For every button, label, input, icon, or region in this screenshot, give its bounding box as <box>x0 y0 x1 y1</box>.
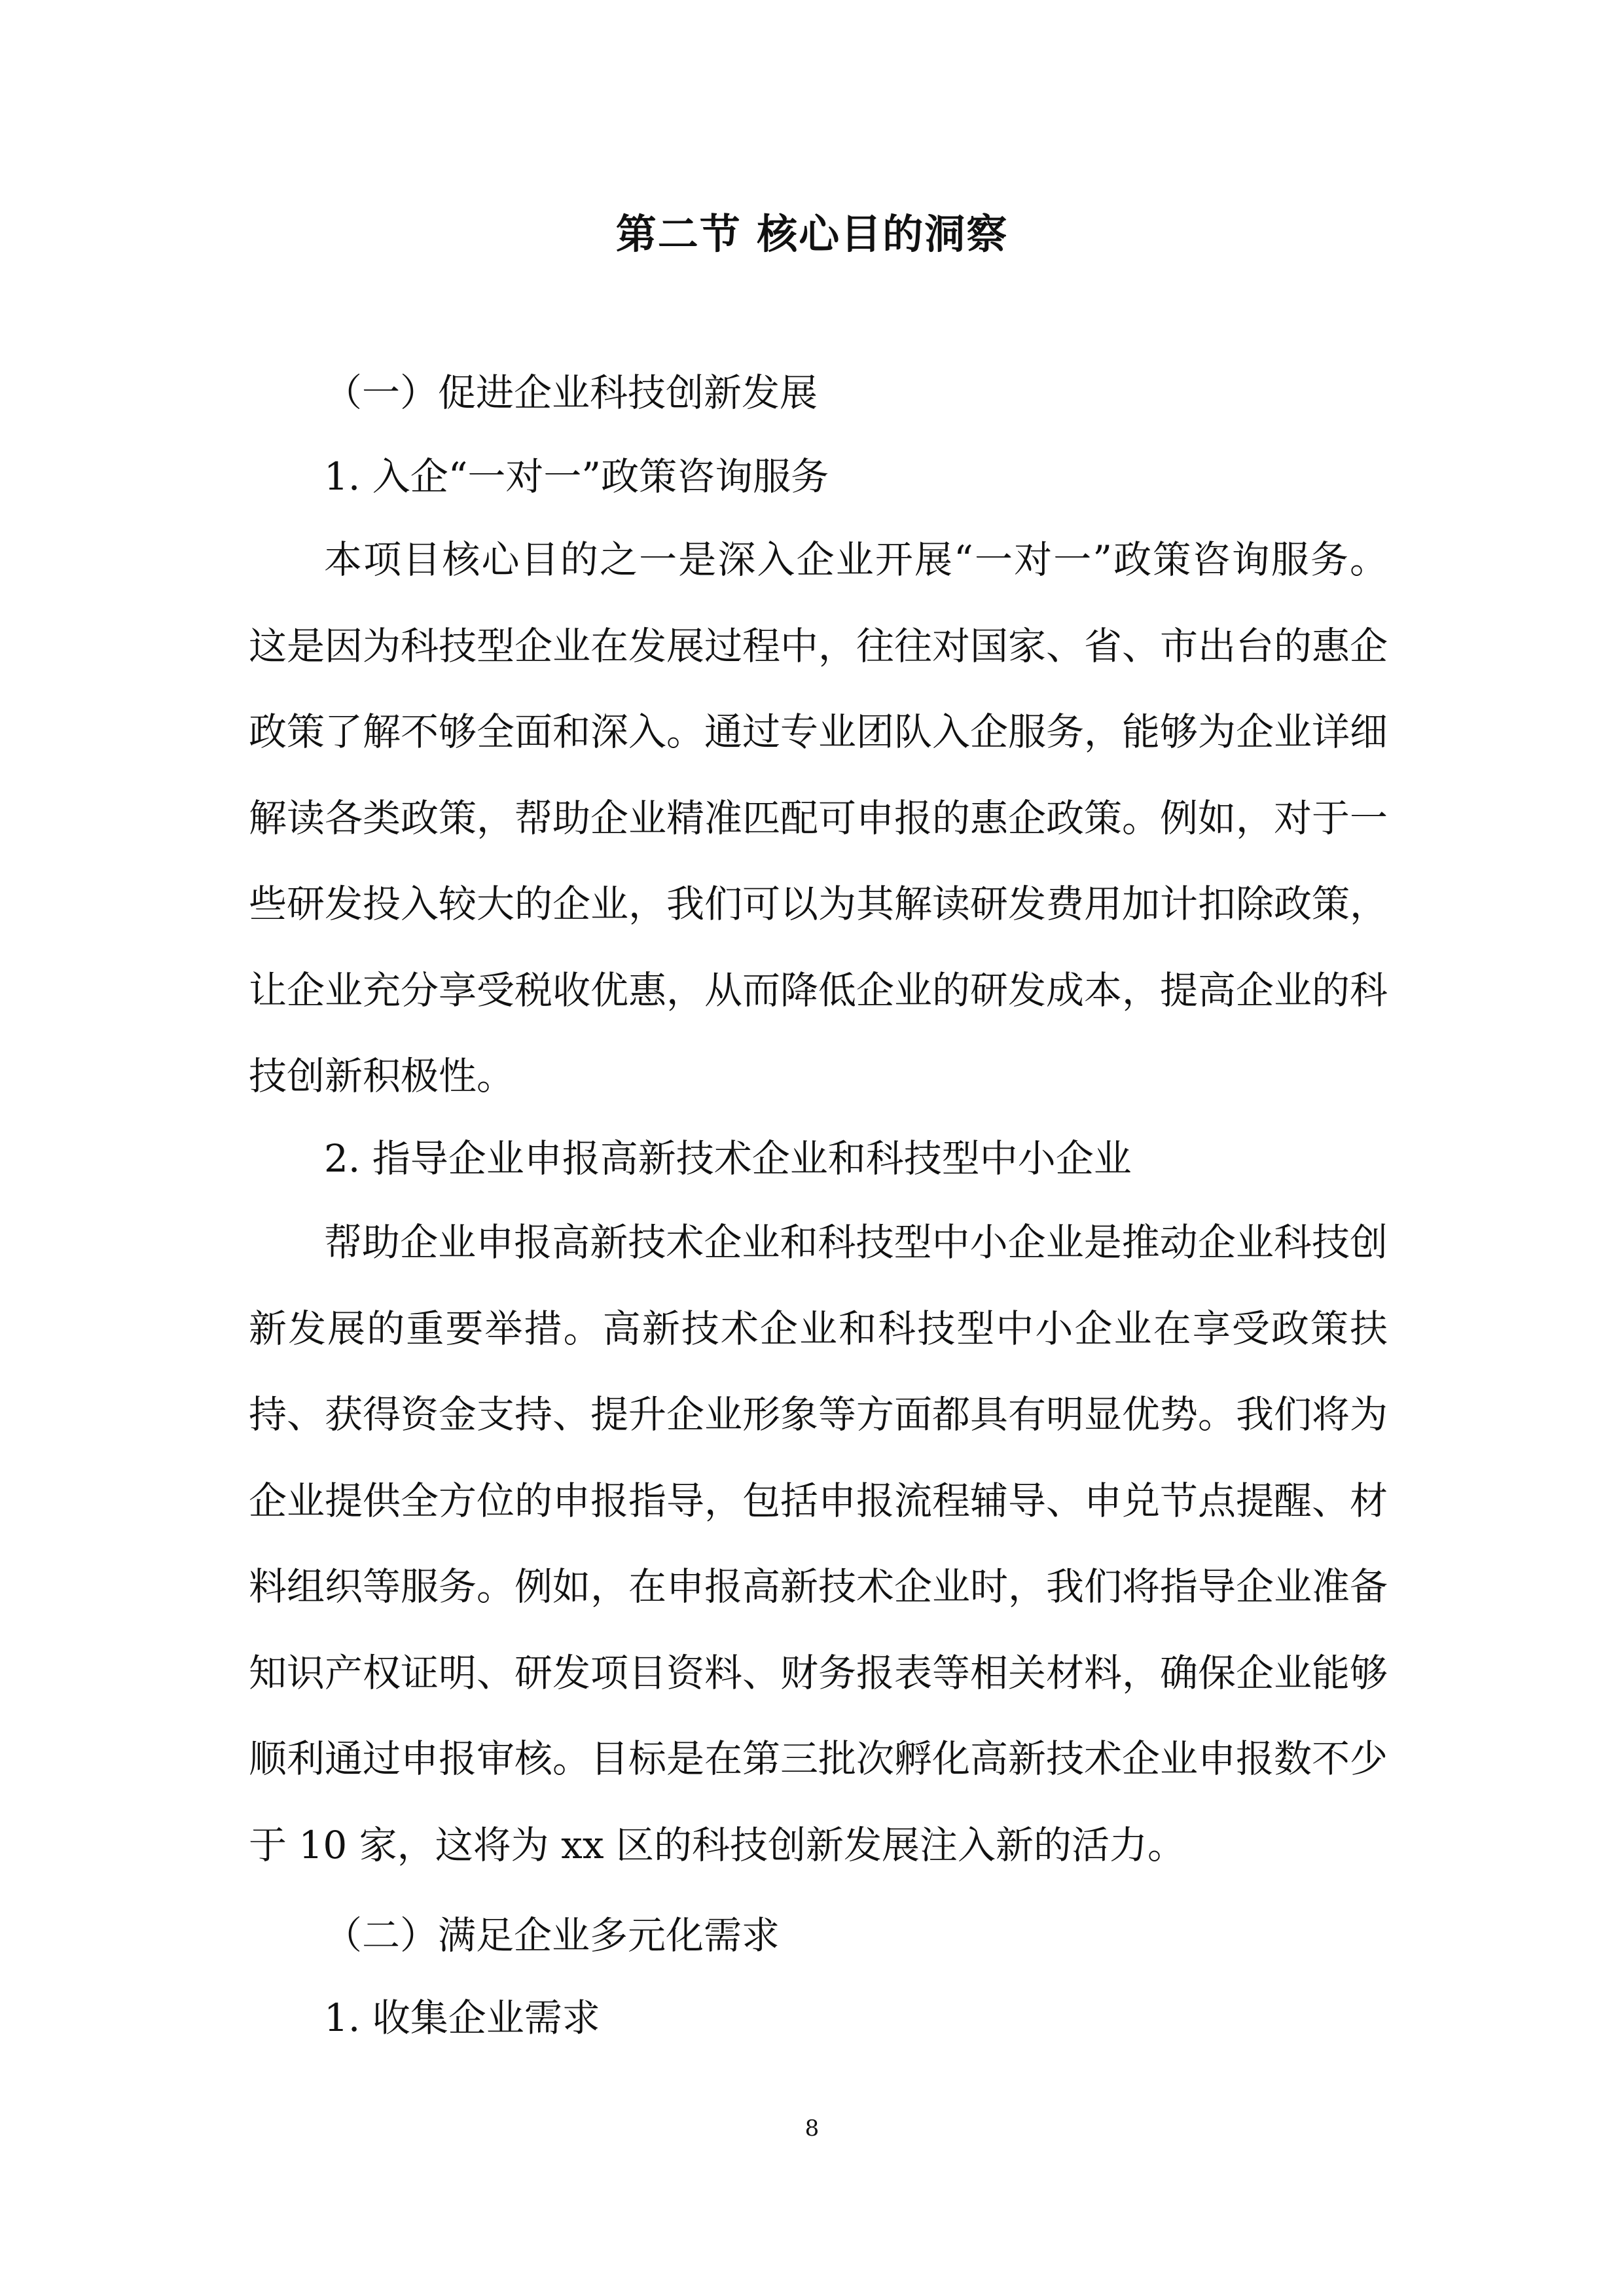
item-heading-2: 2. 指导企业申报高新技术企业和科技型中小企业 <box>324 1136 1132 1181</box>
page-number: 8 <box>804 2115 820 2142</box>
item-heading-3: 1. 收集企业需求 <box>324 1996 600 2040</box>
subsection-heading-1: （一）促进企业科技创新发展 <box>324 370 818 415</box>
body-paragraph-2: 帮助企业申报高新技术企业和科技型中小企业是推动企业科技创新发展的重要举措。高新技术企业和科技型中小企业在享受政策扶持、获得资金支持、提升企业形象等方面都具有明显优势。我们将为企业提供全方位的申报指导，包括申报流程辅导、申兑节点提醒、材料组织等服务。例如，在申报高新技术企业时，我们将指导企业准备知识产权证明、研发项目资料、财务报表等相关材料，确保企业能够顺利通过申报审核。目标是在第三批次孵化高新技术企业申报数不少于 10 家，这将为 xx 区的科技创新发展注入新的活力。 <box>249 1220 1388 1867</box>
section-title: 第二节 核心目的洞察 <box>615 210 1009 258</box>
body-paragraph-1: 本项目核心目的之一是深入企业开展“一对一”政策咨询服务。这是因为科技型企业在发展过程中，往往对国家、省、市出台的惠企政策了解不够全面和深入。通过专业团队入企服务，能够为企业详细解读各类政策，帮助企业精准匹配可申报的惠企政策。例如，对于一些研发投入较大的企业，我们可以为其解读研发费用加计扣除政策，让企业充分享受税收优惠，从而降低企业的研发成本，提高企业的科技创新积极性。 <box>249 537 1388 1098</box>
item-heading-1: 1. 入企“一对一”政策咨询服务 <box>324 454 829 499</box>
subsection-heading-2: （二）满足企业多元化需求 <box>324 1913 780 1958</box>
